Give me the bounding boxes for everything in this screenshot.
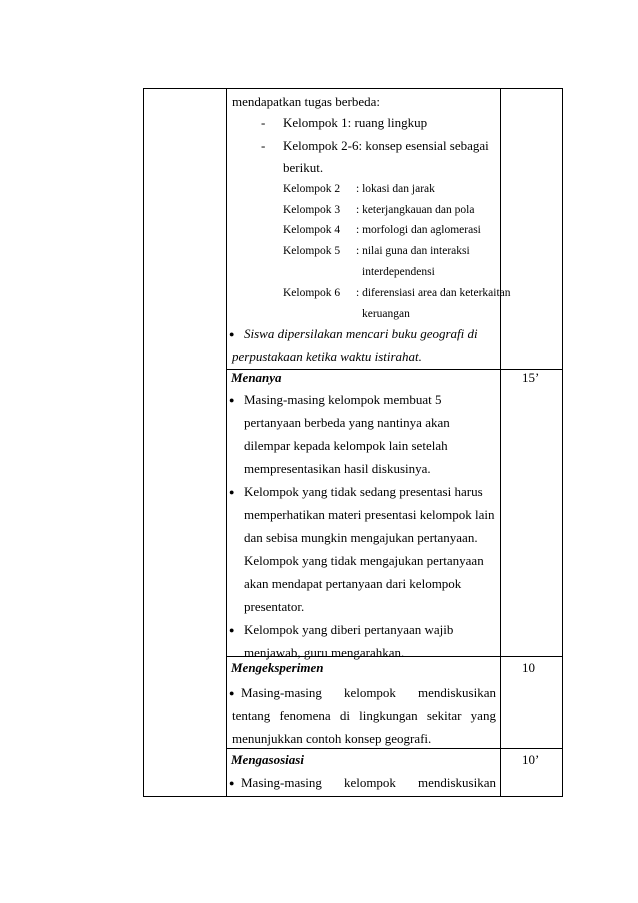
- menanya-bullet-2-line: akan mendapat pertanyaan dari kelompok: [244, 576, 462, 591]
- mengeksperimen-line-1: [241, 685, 496, 701]
- menanya-bullet-2-line: Kelompok yang tidak sedang presentasi harus: [244, 484, 483, 499]
- mengeksperimen-line-3: menunjukkan contoh konsep geografi.: [232, 731, 432, 746]
- group-desc: : morfologi dan aglomerasi: [356, 224, 481, 236]
- group-name: Kelompok 4: [283, 224, 341, 236]
- group-name: Kelompok 5: [283, 245, 341, 257]
- menanya-bullet-1-line: pertanyaan berbeda yang nantinya akan: [244, 415, 450, 430]
- word: mendiskusikan: [417, 775, 496, 790]
- row-divider-mengasosiasi: [226, 748, 562, 749]
- bullet-icon: ●: [229, 688, 235, 698]
- menanya-bullet-1-line: dilempar kepada kelompok lain setelah: [244, 438, 448, 453]
- dash-bullet: -: [261, 115, 266, 130]
- menanya-bullet-2-line: presentator.: [244, 599, 305, 614]
- menanya-bullet-1-line: Masing-masing kelompok membuat 5: [244, 392, 442, 407]
- menanya-bullet-1-line: mempresentasikan hasil diskusinya.: [244, 461, 431, 476]
- library-instruction-cont: perpustakaan ketika waktu istirahat.: [232, 349, 422, 364]
- section-title-mengeksperimen: Mengeksperimen: [231, 660, 324, 675]
- column-divider-right: [500, 89, 501, 796]
- word: kelompok: [343, 775, 396, 790]
- bullet-icon: ●: [229, 487, 235, 497]
- group-desc: : nilai guna dan interaksi: [356, 245, 470, 257]
- group-desc: interdependensi: [362, 266, 435, 278]
- word: mendiskusikan: [417, 685, 496, 700]
- menanya-bullet-3-line: Kelompok yang diberi pertanyaan wajib: [244, 622, 454, 637]
- word: Masing-masing: [241, 685, 322, 700]
- word: tentang: [232, 708, 271, 723]
- group-desc: : lokasi dan jarak: [356, 183, 435, 195]
- section-title-mengasosiasi: Mengasosiasi: [231, 752, 304, 767]
- word: kelompok: [343, 685, 396, 700]
- time-menanya: 15’: [522, 370, 540, 385]
- intro-line: mendapatkan tugas berbeda:: [232, 94, 380, 109]
- word: Masing-masing: [241, 775, 322, 790]
- group-1-line: Kelompok 1: ruang lingkup: [283, 115, 428, 130]
- menanya-bullet-2-line: Kelompok yang tidak mengajukan pertanyaan: [244, 553, 484, 568]
- section-title-menanya: Menanya: [231, 370, 282, 385]
- menanya-bullet-3-line: menjawab, guru mengarahkan.: [244, 645, 405, 660]
- library-instruction: Siswa dipersilakan mencari buku geografi di: [244, 326, 478, 341]
- mengeksperimen-line-2: [232, 708, 496, 724]
- group-name: Kelompok 2: [283, 183, 341, 195]
- time-mengasosiasi: 10’: [522, 752, 540, 767]
- group-name: Kelompok 6: [283, 287, 341, 299]
- time-mengeksperimen: 10: [522, 660, 535, 675]
- bullet-icon: ●: [229, 395, 235, 405]
- groups-2-6-line-cont: berikut.: [283, 160, 324, 175]
- bullet-icon: ●: [229, 625, 235, 635]
- word: fenomena: [279, 708, 331, 723]
- group-desc: : diferensiasi area dan keterkaitan: [356, 287, 511, 299]
- mengasosiasi-line-1: [241, 775, 496, 791]
- bullet-icon: ●: [229, 778, 235, 788]
- menanya-bullet-2-line: dan sebisa mungkin mengajukan pertanyaan.: [244, 530, 478, 545]
- group-desc: : keterjangkauan dan pola: [356, 204, 475, 216]
- group-name: Kelompok 3: [283, 204, 341, 216]
- column-divider-left: [226, 89, 227, 796]
- word: lingkungan: [359, 708, 418, 723]
- bullet-icon: ●: [229, 329, 235, 339]
- word: di: [339, 708, 350, 723]
- word: yang: [470, 708, 496, 723]
- word: sekitar: [426, 708, 462, 723]
- group-desc: keruangan: [362, 308, 410, 320]
- menanya-bullet-2-line: memperhatikan materi presentasi kelompok lain: [244, 507, 495, 522]
- groups-2-6-line: Kelompok 2-6: konsep esensial sebagai: [283, 138, 489, 153]
- dash-bullet: -: [261, 138, 266, 153]
